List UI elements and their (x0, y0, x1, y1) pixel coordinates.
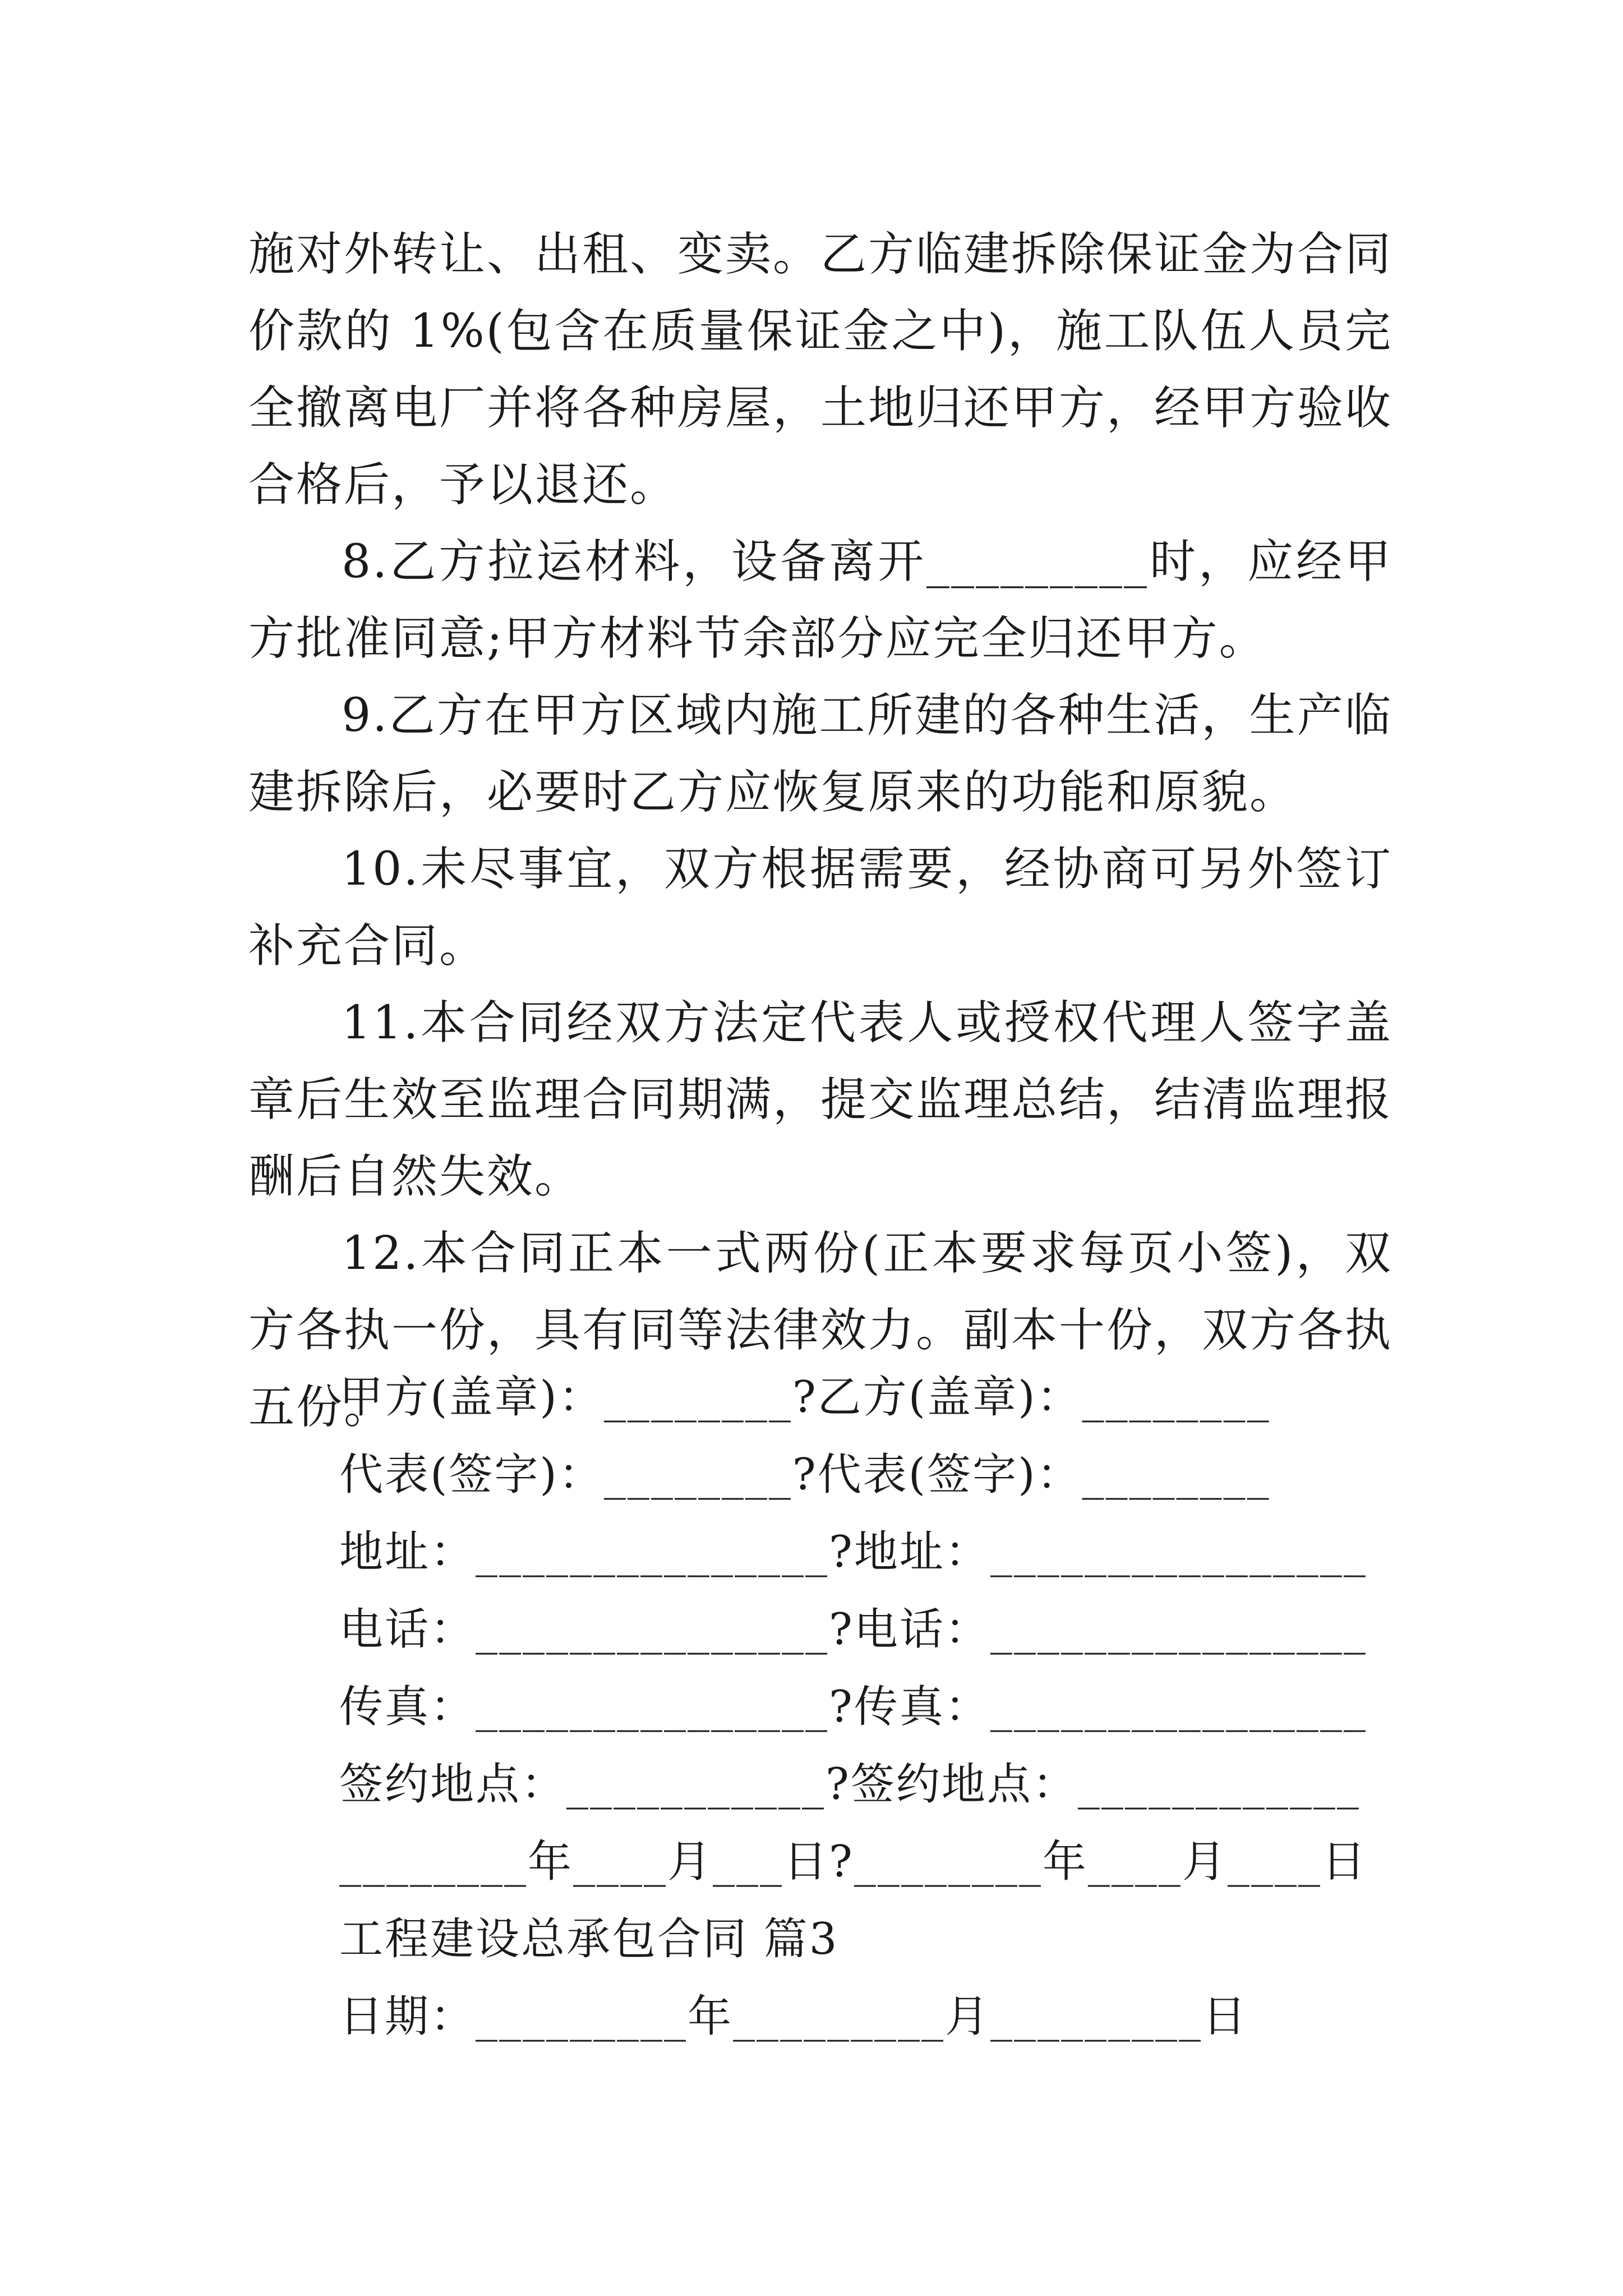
paragraph-continuation: 施对外转让、出租、变卖。乙方临建拆除保证金为合同价款的 1%(包含在质量保证金之中)，施工队伍人员完全撤离电厂并将各种房屋，土地归还甲方，经甲方验收合格后，予以退还。 (248, 228, 1393, 512)
paragraph-clause-8: 8.乙方拉运材料，设备离开_________时，应经甲方批准同意;甲方材料节余部分应完全归还甲方。 (248, 535, 1393, 665)
paragraph-clause-9: 9.乙方在甲方区域内施工所建的各种生活，生产临建拆除后，必要时乙方应恢复原来的功能和原貌。 (248, 689, 1393, 819)
paragraph-clause-12: 12.本合同正本一式两份(正本要求每页小签)，双方各执一份，具有同等法律效力。副本十份，双方各执五份。 (248, 1227, 1393, 1434)
signature-representative: 代表(签字)：________?代表(签字)：________ (339, 1450, 1271, 1500)
section-heading: 工程建设总承包合同 篇3 (339, 1914, 839, 1964)
paragraph-clause-10: 10.未尽事宜，双方根据需要，经协商可另外签订补充合同。 (248, 843, 1393, 973)
signature-fax: 传真：_______________?传真：________________ (339, 1682, 1367, 1732)
contract-body (248, 216, 1393, 1446)
signature-party-seal: 甲方(盖章)：________?乙方(盖章)：________ (339, 1372, 1271, 1423)
paragraph-clause-11: 11.本合同经双方法定代表人或授权代理人签字盖章后生效至监理合同期满，提交监理总结，结清监理报酬后自然失效。 (248, 996, 1393, 1203)
signature-date: ________年____月___日?________年____月____日 (339, 1837, 1367, 1887)
signature-phone: 电话：_______________?电话：________________ (339, 1604, 1367, 1655)
date-line: 日期：_________年_________月_________日 (339, 1991, 1248, 2042)
signature-signing-place: 签约地点：___________?签约地点：____________ (339, 1759, 1361, 1810)
signature-address: 地址：_______________?地址：________________ (339, 1527, 1367, 1577)
